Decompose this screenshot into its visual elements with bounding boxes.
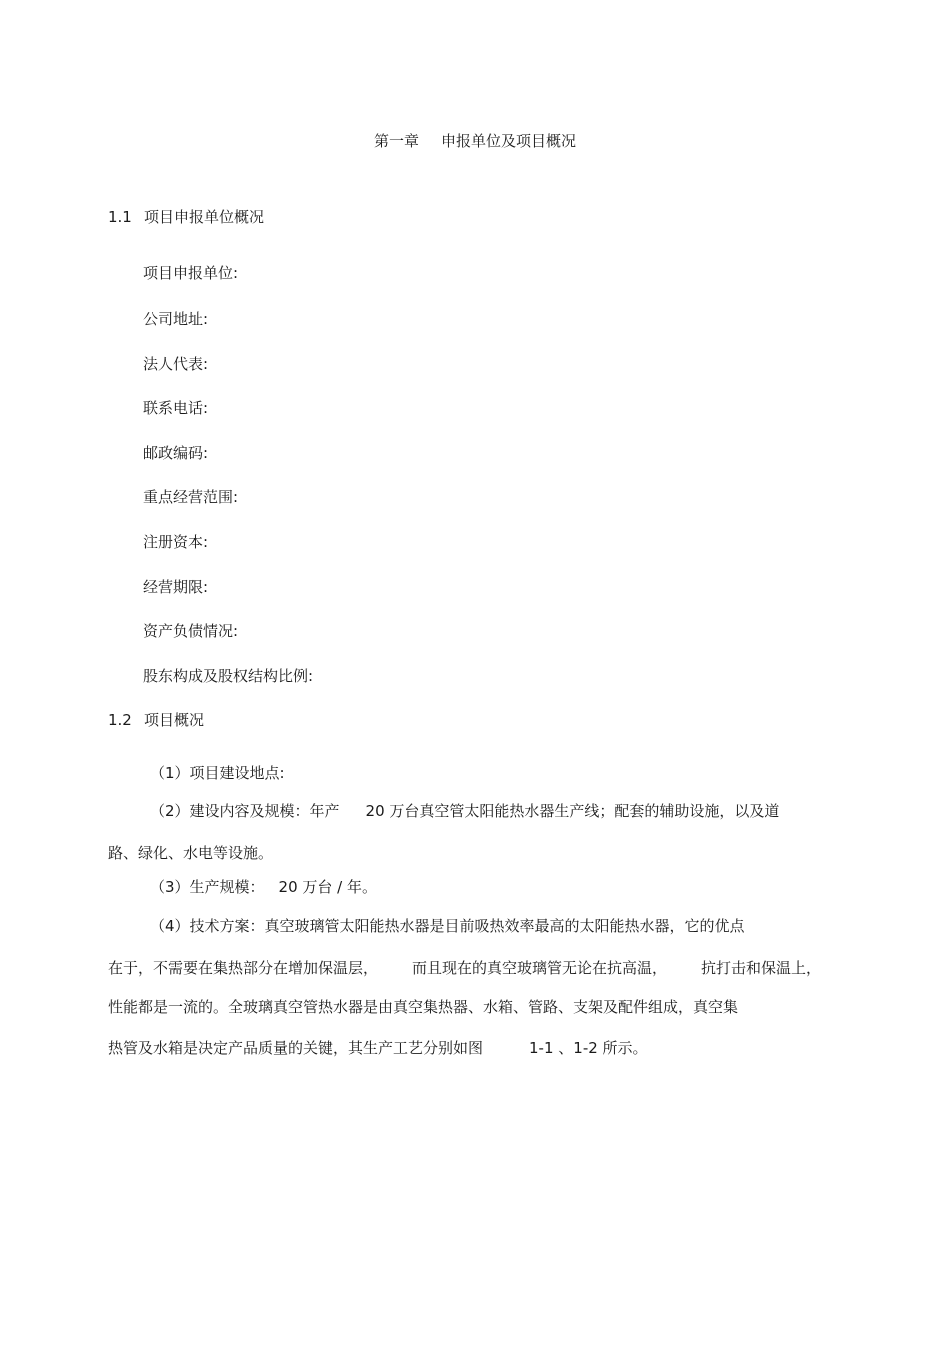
item-2-text-b: 20 万台真空管太阳能热水器生产线；配套的辅助设施，以及道 xyxy=(365,802,780,820)
item-2-scope xyxy=(150,801,779,821)
item-4-text-b1: 在于，不需要在集热部分在增加保温层， xyxy=(108,959,379,977)
item-4-line-4 xyxy=(108,1038,648,1058)
field-address: 公司地址: xyxy=(143,310,209,328)
field-phone: 联系电话: xyxy=(143,399,209,417)
item-3-capacity xyxy=(150,877,377,897)
field-legal-rep: 法人代表: xyxy=(143,355,209,373)
item-4-line-2 xyxy=(108,958,821,978)
item-4-text-d1: 热管及水箱是决定产品质量的关键，其生产工艺分别如图 xyxy=(108,1039,484,1057)
item-4-text-b2: 而且现在的真空玻璃管无论在抗高温， xyxy=(412,959,668,977)
section-heading-1-1 xyxy=(108,207,264,227)
item-2-text-a: （2）建设内容及规模：年产 xyxy=(150,802,340,820)
field-shareholders: 股东构成及股权结构比例: xyxy=(143,667,314,685)
field-applicant: 项目申报单位: xyxy=(143,264,239,282)
item-1-location: （1）项目建设地点: xyxy=(150,764,285,782)
item-2-continuation: 路、绿化、水电等设施。 xyxy=(108,844,274,862)
field-registered-capital: 注册资本: xyxy=(143,533,209,551)
item-3-text-a: （3）生产规模： xyxy=(150,878,265,896)
field-operating-period: 经营期限: xyxy=(143,578,209,596)
item-4-text-d2: 1-1 、1-2 所示。 xyxy=(529,1039,648,1057)
section-number: 1.1 xyxy=(108,208,132,226)
chapter-title xyxy=(0,131,950,151)
field-assets-liabilities: 资产负债情况: xyxy=(143,622,239,640)
item-4-tech: （4）技术方案：真空玻璃管太阳能热水器是目前吸热效率最高的太阳能热水器，它的优点 xyxy=(150,917,745,935)
item-4-line-3: 性能都是一流的。全玻璃真空管热水器是由真空集热器、水箱、管路、支架及配件组成，真空集 xyxy=(108,998,739,1016)
section-number: 1.2 xyxy=(108,711,132,729)
chapter-label: 第一章 xyxy=(373,132,419,150)
item-3-text-b: 20 万台 / 年。 xyxy=(278,878,377,896)
section-heading-1-2 xyxy=(108,710,204,730)
field-business-scope: 重点经营范围: xyxy=(143,488,239,506)
section-title: 项目概况 xyxy=(144,711,205,729)
item-4-text-b3: 抗打击和保温上， xyxy=(701,959,822,977)
chapter-heading: 申报单位及项目概况 xyxy=(441,132,577,150)
section-title: 项目申报单位概况 xyxy=(144,208,265,226)
field-postcode: 邮政编码: xyxy=(143,444,209,462)
